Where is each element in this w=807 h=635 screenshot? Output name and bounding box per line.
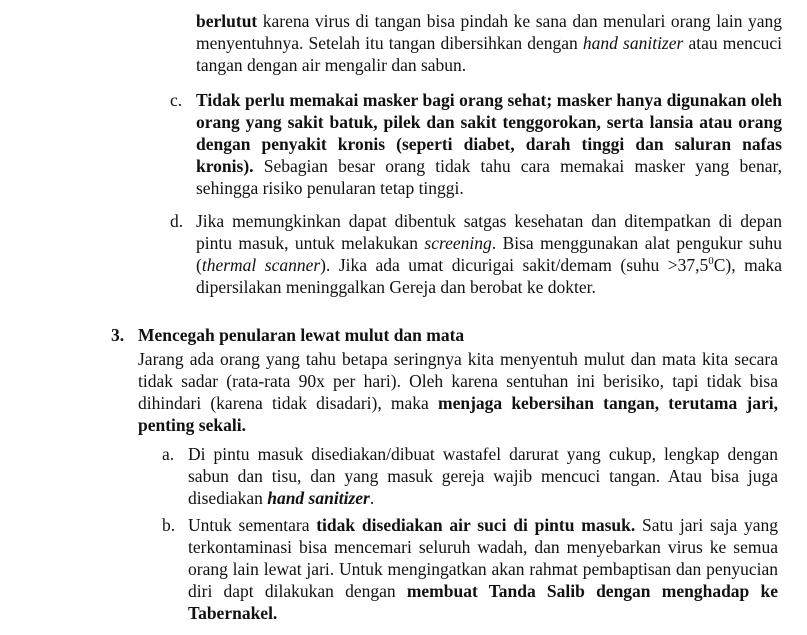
item-c-bold-text: Tidak perlu memakai masker bagi orang sehat; masker hanya digunakan oleh orang yang sakit batuk, pilek dan sakit tenggorokan, serta lansia atau orang dengan penyakit kronis (seperti diabet, darah tinggi dan saluran nafas kronis). [196,90,782,176]
item-d-superscript: 0 [708,255,714,268]
item-a-text-end: . [369,488,375,508]
item-a-bold-italic: hand sanitizer [267,488,370,508]
item-b-bold-1: tidak disediakan air suci di pintu masuk. [316,515,636,535]
section-3-paragraph [138,348,778,436]
item-d-text-2: . Bisa menggunakan alat pengukur suhu ( [196,233,782,275]
item-b-text-2: Satu jari saja yang terkontaminasi bisa mencemari seluruh wadah, dan menyebarkan virus ke semua orang lain lewat jari. Untuk mengingatkan akan rahmat pembaptisan dan penyucian diri dapt dilakukan dengan [188,515,778,601]
item-d-paragraph [196,210,782,298]
item-c-marker: c. [170,90,183,110]
item-b-bold-2: membuat Tanda Salib dengan menghadap ke Tabernakel. [188,581,778,623]
intro-bold-lead: berlutut [196,11,258,31]
item-c-paragraph [196,89,782,199]
intro-text-2: atau mencuci tangan dengan air mengalir dan sabun. [196,33,782,75]
section-3-text-1: Jarang ada orang yang tahu betapa seringnya kita menyentuh mulut dan mata kita secara tidak sadar (rata-rata 90x per hari). Oleh karena sentuhan ini berisiko, tapi tidak bisa dihindari (karena tidak disadari), maka [138,349,778,413]
item-c-text: Sebagian besar orang tidak tahu cara memakai masker yang benar, sehingga risiko penularan tetap tinggi. [196,156,782,198]
item-b-marker: b. [162,515,176,535]
item-a-marker: a. [162,444,175,464]
intro-text-1: karena virus di tangan bisa pindah ke sana dan menulari orang lain yang menyentuhnya. Setelah itu tangan dibersihkan dengan [196,11,782,53]
item-b-paragraph [188,514,778,624]
intro-paragraph [196,10,782,76]
section-3-bold: menjaga kebersihan tangan, terutama jari, penting sekali. [138,393,778,435]
section-3-heading: Mencegah penularan lewat mulut dan mata [138,325,465,345]
item-a-paragraph [188,443,778,509]
intro-italic-term: hand sanitizer [582,33,684,53]
section-3-number: 3. [111,325,125,345]
item-d-text-4: C), maka dipersilakan meninggalkan Gereja dan berobat ke dokter. [196,255,782,297]
item-d-italic-2: thermal scanner [201,255,321,275]
item-d-italic-1: screening [424,233,492,253]
item-d-text-3: ). Jika ada umat dicurigai sakit/demam (suhu >37,5 [320,255,709,275]
item-d-text-1: Jika memungkinkan dapat dibentuk satgas kesehatan dan ditempatkan di depan pintu masuk, untuk melakukan [196,211,782,253]
item-a-text: Di pintu masuk disediakan/dibuat wastafel darurat yang cukup, lengkap dengan sabun dan tisu, dan yang masuk gereja wajib mencuci tangan. Atau bisa juga disediakan [188,444,778,508]
item-d-marker: d. [170,211,184,231]
item-b-text-1: Untuk sementara [188,515,317,535]
